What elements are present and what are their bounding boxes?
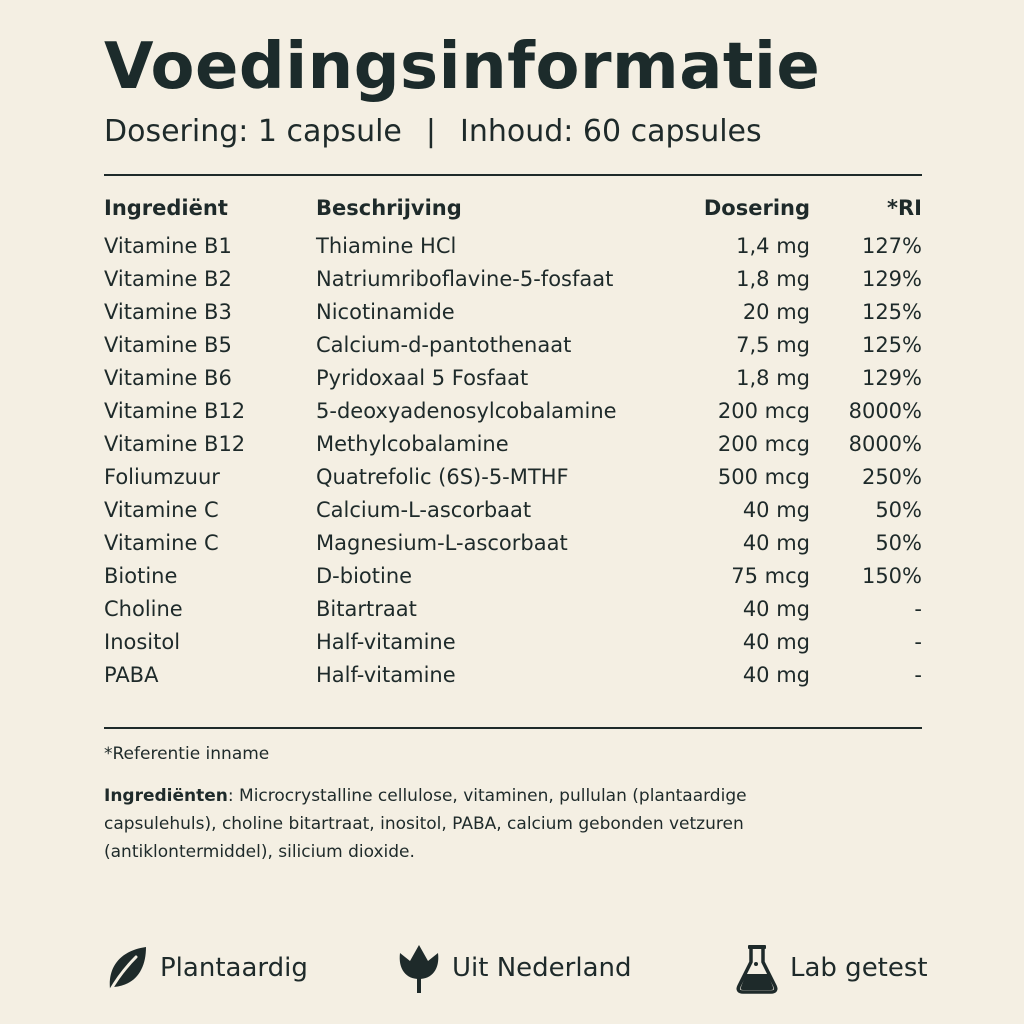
table-row	[104, 366, 922, 399]
cell-description: Nicotinamide	[316, 300, 455, 324]
table-row	[104, 498, 922, 531]
page-title: Voedingsinformatie	[104, 30, 821, 104]
table-header	[104, 196, 922, 234]
badges	[104, 940, 928, 996]
cell-description: D-biotine	[316, 564, 413, 588]
cell-ri: 8000%	[848, 432, 922, 456]
cell-dosage: 40 mg	[742, 630, 810, 654]
cell-description: Bitartraat	[316, 597, 417, 621]
content-info: Inhoud: 60 capsules	[460, 114, 762, 149]
cell-description: 5-deoxyadenosylcobalamine	[316, 399, 617, 423]
badge-dutch	[396, 940, 632, 996]
badge-label: Plantaardig	[160, 953, 308, 983]
cell-ri: -	[914, 597, 922, 621]
subtitle-separator: |	[425, 114, 436, 149]
ingredients-list	[104, 782, 864, 866]
cell-ingredient: Foliumzuur	[104, 465, 220, 489]
cell-description: Magnesium-L-ascorbaat	[316, 531, 568, 555]
cell-dosage: 7,5 mg	[736, 333, 810, 357]
table-row	[104, 531, 922, 564]
cell-dosage: 1,8 mg	[736, 366, 810, 390]
header-ri: *RI	[887, 196, 922, 220]
cell-ri: 127%	[861, 234, 922, 258]
cell-description: Thiamine HCl	[316, 234, 457, 258]
cell-ingredient: Vitamine B2	[104, 267, 232, 291]
cell-ri: 150%	[861, 564, 922, 588]
cell-ingredient: Vitamine B12	[104, 432, 246, 456]
ingredients-text: : Microcrystalline cellulose, vitaminen, pullulan (plantaardige capsulehuls), choline bitartraat, inositol, PABA, calcium gebonden vetzuren (antiklontermiddel), silicium dioxide.	[104, 786, 747, 862]
cell-ingredient: Vitamine B6	[104, 366, 232, 390]
cell-ri: 8000%	[848, 399, 922, 423]
cell-ri: -	[914, 630, 922, 654]
cell-dosage: 200 mcg	[717, 399, 810, 423]
ingredients-label: Ingrediënten	[104, 786, 228, 806]
cell-dosage: 40 mg	[742, 663, 810, 687]
table-row	[104, 663, 922, 696]
cell-ingredient: Vitamine C	[104, 498, 219, 522]
top-divider	[104, 174, 922, 176]
cell-description: Half-vitamine	[316, 630, 456, 654]
cell-ri: 50%	[875, 498, 922, 522]
cell-dosage: 40 mg	[742, 531, 810, 555]
cell-ingredient: Vitamine B12	[104, 399, 246, 423]
nutrition-table	[104, 196, 922, 696]
cell-dosage: 1,8 mg	[736, 267, 810, 291]
cell-ingredient: Vitamine B1	[104, 234, 232, 258]
cell-dosage: 40 mg	[742, 498, 810, 522]
cell-ingredient: Vitamine B5	[104, 333, 232, 357]
cell-ingredient: PABA	[104, 663, 159, 687]
cell-dosage: 500 mcg	[717, 465, 810, 489]
bottom-divider	[104, 727, 922, 729]
header-dosage: Dosering	[703, 196, 810, 220]
flask-icon	[734, 942, 780, 994]
cell-ri: 125%	[861, 333, 922, 357]
cell-description: Calcium-L-ascorbaat	[316, 498, 532, 522]
table-row	[104, 267, 922, 300]
table-row	[104, 630, 922, 663]
cell-ri: 50%	[875, 531, 922, 555]
cell-ri: 129%	[861, 366, 922, 390]
table-row	[104, 564, 922, 597]
cell-description: Calcium-d-pantothenaat	[316, 333, 572, 357]
badge-lab-tested	[734, 940, 928, 996]
cell-dosage: 200 mcg	[717, 432, 810, 456]
cell-ri: 250%	[861, 465, 922, 489]
table-row	[104, 399, 922, 432]
cell-ingredient: Choline	[104, 597, 183, 621]
tulip-icon	[396, 941, 442, 995]
subtitle	[104, 114, 762, 149]
badge-label: Uit Nederland	[452, 953, 632, 983]
cell-ri: -	[914, 663, 922, 687]
cell-dosage: 75 mcg	[731, 564, 810, 588]
table-row	[104, 597, 922, 630]
dosage-info: Dosering: 1 capsule	[104, 114, 402, 149]
cell-description: Half-vitamine	[316, 663, 456, 687]
header-description: Beschrijving	[316, 196, 462, 220]
table-row	[104, 432, 922, 465]
cell-description: Natriumriboflavine-5-fosfaat	[316, 267, 614, 291]
cell-dosage: 20 mg	[742, 300, 810, 324]
cell-ingredient: Vitamine C	[104, 531, 219, 555]
badge-plant-based	[104, 940, 308, 996]
cell-dosage: 1,4 mg	[736, 234, 810, 258]
cell-ingredient: Biotine	[104, 564, 178, 588]
table-row	[104, 234, 922, 267]
cell-description: Methylcobalamine	[316, 432, 509, 456]
cell-ingredient: Vitamine B3	[104, 300, 232, 324]
footnote: *Referentie inname	[104, 744, 270, 764]
cell-description: Pyridoxaal 5 Fosfaat	[316, 366, 529, 390]
header-ingredient: Ingrediënt	[104, 196, 228, 220]
leaf-icon	[104, 943, 150, 993]
cell-dosage: 40 mg	[742, 597, 810, 621]
table-row	[104, 465, 922, 498]
table-row	[104, 300, 922, 333]
table-row	[104, 333, 922, 366]
cell-description: Quatrefolic (6S)-5-MTHF	[316, 465, 569, 489]
cell-ri: 129%	[861, 267, 922, 291]
badge-label: Lab getest	[790, 953, 928, 983]
cell-ingredient: Inositol	[104, 630, 181, 654]
cell-ri: 125%	[861, 300, 922, 324]
